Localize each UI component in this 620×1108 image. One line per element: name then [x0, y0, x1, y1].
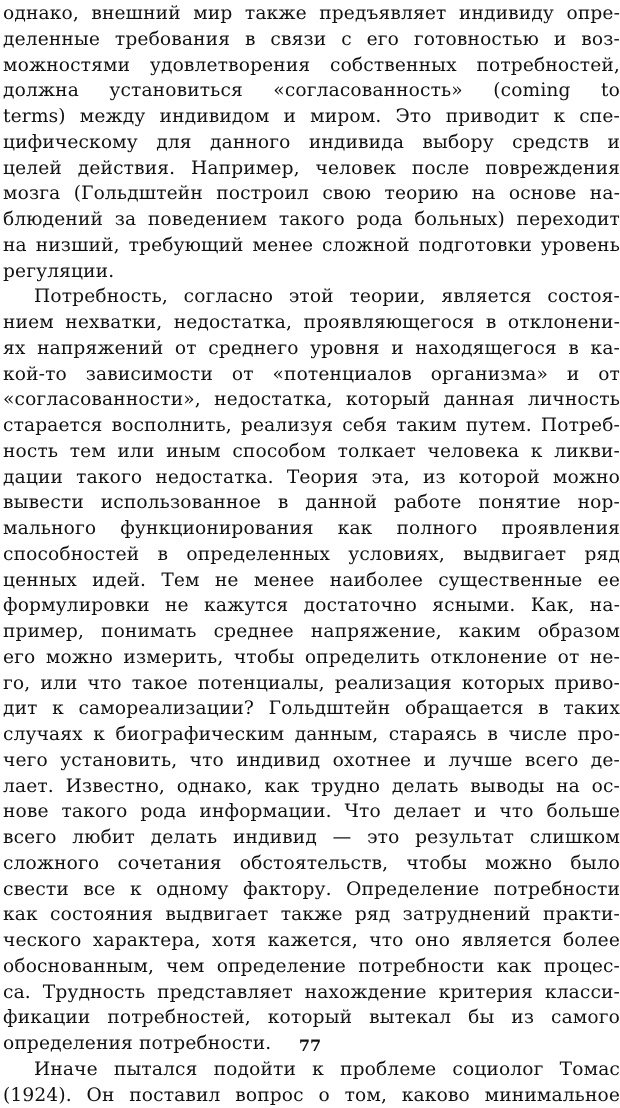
body-text: [3, 1, 620, 1108]
text-line: го, или что такое потенциалы, реализация которых приво-: [3, 671, 620, 697]
text-line: лает. Известно, однако, как трудно делать выводы на ос-: [3, 774, 620, 800]
paragraph: [3, 1057, 620, 1108]
text-line: нием нехватки, недостатка, проявляющегося в отклонени-: [3, 310, 620, 336]
text-line: terms) между индивидом и миром. Это приводит к спе-: [3, 104, 620, 130]
text-line: обоснованным, чем определение потребности как процес-: [3, 954, 620, 980]
text-line: всего любит делать индивид — это результат слишком: [3, 825, 620, 851]
paragraph: [3, 284, 620, 1057]
text-line: ческого характера, хотя кажется, что оно является более: [3, 928, 620, 954]
paragraph: [3, 1, 620, 284]
text-line: формулировки не кажутся достаточно ясными. Как, на-: [3, 593, 620, 619]
text-line: его можно измерить, чтобы определить отклонение от не-: [3, 645, 620, 671]
text-line: ях напряжений от среднего уровня и находящегося в ка-: [3, 336, 620, 362]
text-line: способностей в определенных условиях, выдвигает ряд: [3, 542, 620, 568]
text-line: дации такого недостатка. Теория эта, из которой можно: [3, 465, 620, 491]
text-line: цифическому для данного индивида выбору средств и: [3, 130, 620, 156]
text-line: мального функционирования как полного проявления: [3, 516, 620, 542]
text-line: свести все к одному фактору. Определение потребности: [3, 877, 620, 903]
text-line: кой-то зависимости от «потенциалов организма» и от: [3, 362, 620, 388]
text-line: «согласованности», недостатка, который данная личность: [3, 387, 620, 413]
text-line: целей действия. Например, человек после повреждения: [3, 156, 620, 182]
text-line: случаях к биографическим данным, стараясь в числе про-: [3, 722, 620, 748]
text-line: дит к самореализации? Гольдштейн обращается в таких: [3, 696, 620, 722]
text-line: старается восполнить, реализуя себя таким путем. Потреб-: [3, 413, 620, 439]
text-line: вывести использованное в данной работе понятие нор-: [3, 490, 620, 516]
text-line: нове такого рода информации. Что делает и что больше: [3, 799, 620, 825]
text-line: можностями удовлетворения собственных потребностей,: [3, 53, 620, 79]
text-line: Иначе пытался подойти к проблеме социолог Томас: [3, 1057, 620, 1083]
text-line: сложного сочетания обстоятельств, чтобы можно было: [3, 851, 620, 877]
text-line: са. Трудность представляет нахождение критерия класси-: [3, 980, 620, 1006]
text-line: регуляции.: [3, 259, 620, 285]
text-line: ность тем или иным способом толкает человека к ликви-: [3, 439, 620, 465]
text-line: пример, понимать среднее напряжение, каким образом: [3, 619, 620, 645]
text-line: блюдений за поведением такого рода больных) переходит: [3, 207, 620, 233]
text-line: чего установить, что индивид охотнее и лучше всего де-: [3, 748, 620, 774]
text-line: ценных идей. Тем не менее наиболее существенные ее: [3, 568, 620, 594]
text-line: однако, внешний мир также предъявляет индивиду опре-: [3, 1, 620, 27]
page-number: 77: [0, 1036, 620, 1055]
text-line: на низший, требующий менее сложной подготовки уровень: [3, 233, 620, 259]
text-line: определения потребности.: [3, 1031, 620, 1057]
text-line: как состояния выдвигает также ряд затруднений практи-: [3, 902, 620, 928]
text-line: деленные требования в связи с его готовностью и воз-: [3, 27, 620, 53]
text-line: мозга (Гольдштейн построил свою теорию на основе на-: [3, 181, 620, 207]
text-line: Потребность, согласно этой теории, является состоя-: [3, 284, 620, 310]
text-line: фикации потребностей, который вытекал бы из самого: [3, 1005, 620, 1031]
text-line: должна установиться «согласованность» (coming to: [3, 78, 620, 104]
text-line: (1924). Он поставил вопрос о том, каково минимальное: [3, 1083, 620, 1108]
